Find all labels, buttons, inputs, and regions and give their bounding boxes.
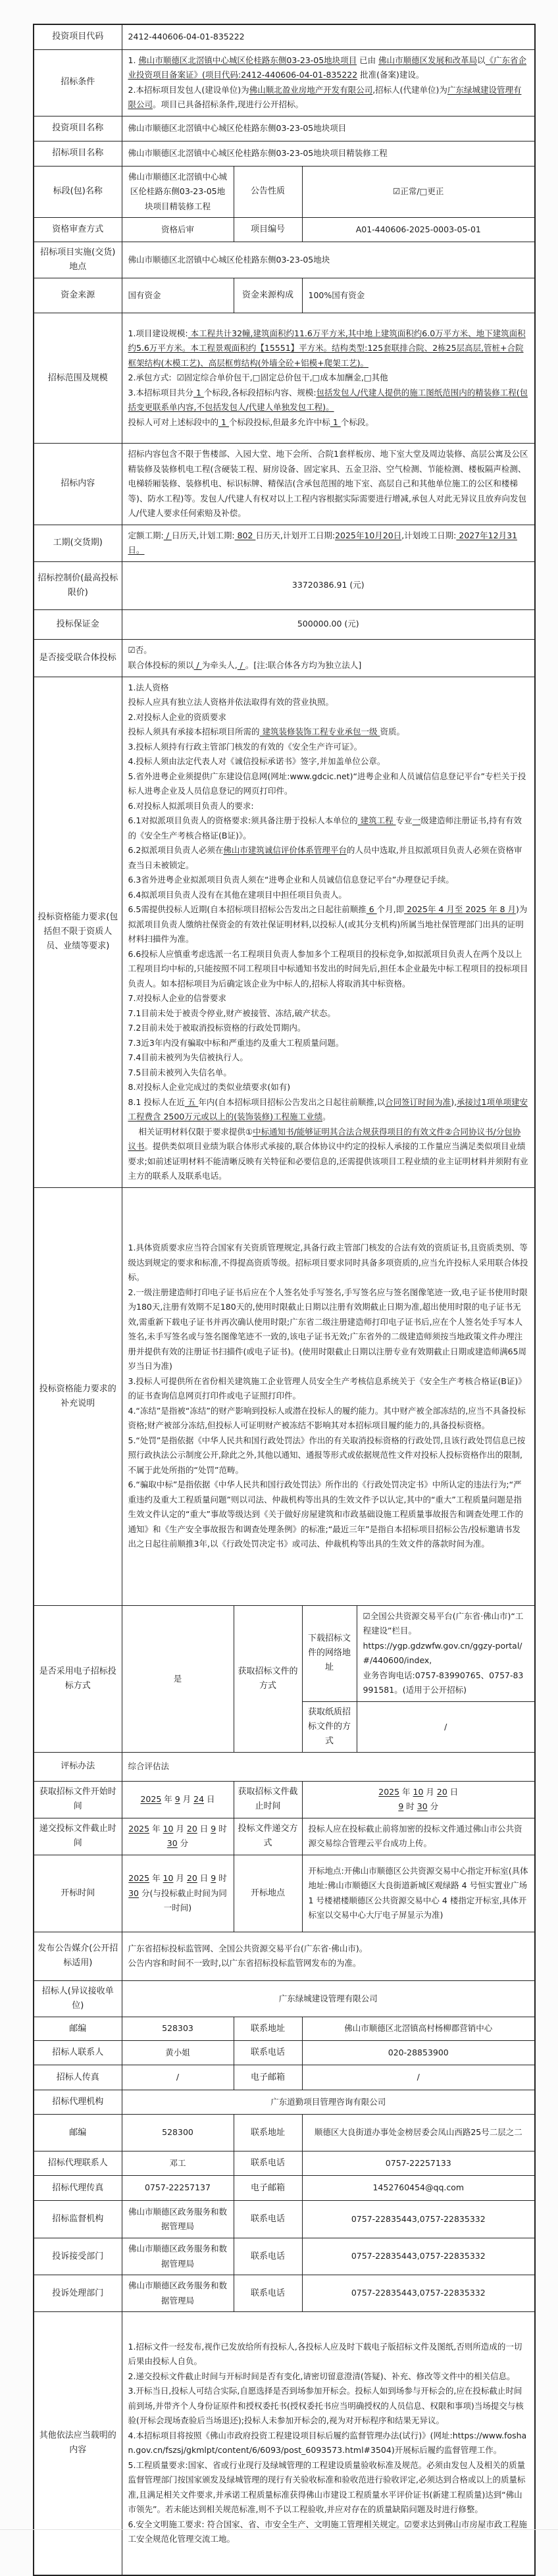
tender-announcement-table: [33, 24, 536, 2576]
value-agency-address: 顺德区大良街道办事处金榜居委会凤山西路25号二层之二: [302, 2115, 535, 2151]
value-project-number: A01-440606-2025-0003-05-01: [302, 218, 535, 242]
value-tender-conditions: 1. 佛山市顺德区北滘镇中心城区伦桂路东侧03-23-05地块项目 已由 佛山市顺德区发展和改革局以《广东省企业投资项目备案证》(项目代码:2412-440606-04-01-835222 批准(备案)建设。 2.本招标项目发包人(建设单位)为佛山顺北盈业房地产开发有限公司,招标人(代建单位)为广东绿城建设管理有限公司。项目已具备招标条件,现进行公开招标。: [122, 49, 535, 116]
label-project-number: 项目编号: [234, 218, 302, 242]
label-consortium: 是否接受联合体投标: [34, 639, 122, 677]
value-agency-email: 1452760454@qq.com: [302, 2176, 535, 2201]
value-announcement-media: 广东省招标投标监管网、全国公共资源交易平台(广东省·佛山市)。 公告内容和时间不一致时,以广东省招标投标监管网发布的为准。: [122, 1932, 535, 1980]
value-download-url: ☑全国公共资源交易平台(广东省·佛山市)“工程建设”栏目。 https://ygp.gdzwfw.gov.cn/ggzy-portal/#/440600/index, 业务咨询电话:0757-83990765、0757-83991581。(适用于公开招标): [357, 1605, 535, 1701]
label-investment-name: 投资项目名称: [34, 116, 122, 141]
value-evaluation-method: 综合评估法: [122, 1752, 535, 1781]
value-submission-method: 投标人应在投标截止前将加密的投标文件通过佛山市公共资源交易综合管理云平台成功上传。: [302, 1818, 535, 1855]
value-agency-fax: 0757-22257137: [122, 2176, 234, 2201]
value-investment-name: 佛山市顺德区北滘镇中心城区伦桂路东侧03-23-05地块项目: [122, 116, 535, 141]
value-qualification-requirements: 1.法人资格 投标人应具有独立法人资格并依法取得有效的营业执照。 2.对投标人企业的资质要求 投标人须具有承接本招标项目所需的 建筑装修装饰工程专业承包一级 资质。 3.投标人须持有行政主管部门核发的有效的《安全生产许可证》。 4.投标人须由法定代表人对《诚信投标承诺书》签字,并加盖单位公章。 5.省外进粤企业须提供广东建设信息网(网址:www.gdcic.net)“进粤企业和人员诚信信息登记平台”专栏关于投标人进粤企业及人员信息登记的网页打印件。 6.对投标人拟派项目负责人的要求: 6.1对拟派项目负责人的资格要求:须具备注册于投标人本单位的 建筑工程 专业一级建造师注册证书,持有有效的《安全生产考核合格证(B证)》。 6.2拟派项目负责人必须在佛山市建筑诚信评价体系管理平台的人员中选取,并且拟派项目负责人必须在资格审查当日未被锁定。 6.3省外进粤企业拟派项目负责人须在“进粤企业和人员诚信信息登记平台”办理登记手续。 6.4拟派项目负责人没有在其他在建项目中担任项目负责人。 6.5需提供投标人近期(自本招标项目招标公告发出之日起往前顺推 6 个月,即 2025年 4 月至 2025 年 8 月)为拟派项目负责人缴纳社保资金的有效社保证明材料,以投标人(或其分支机构)所属当地社保管理部门出具的证明材料扫描件为准。 6.6投标人应慎重考虑选派一名工程项目负责人参加多个工程项目的投标竞争,如拟派项目负责人在两个及以上工程项目均中标的,只能按照不同工程项目中标通知书发出的时间先后,担任本企业最先中标工程项目的投标项目负责人。如本招标项目为后确定该企业为中标人的,招标人将取消其中标资格。 7.对投标人企业的信誉要求 7.1目前未处于被责令停业,财产被接管、冻结,破产状态。 7.2目前未处于被取消投标资格的行政处罚期内。 7.3近3年内没有骗取中标和严重违约及重大工程质量问题。 7.4目前未被列为失信被执行人。 7.5目前未被列入失信名单。 8.对投标人企业完成过的类似业绩要求(如有) 8.1 投标人在近 五 年内(自本招标项目招标公告发出之日起往前顺推,以合同签订时间为准),承接过1项单项建安工程费含 2500万元或以上的(装饰装修)工程施工业绩。 相关证明材料仅限于要求提供①中标通知书/能够证明其合法合规获得项目的有效文件②合同协议书/分包协议书。提供类似项目业绩为联合体形式承接的,联合体协议中约定的投标人承接的工作量应当满足类似项目业绩要求;如前述证明材料不能清晰反映有关特征和必要信息的,还需提供该项目工程业绩的业主证明材料并须附有业主方的联系人及联系电话。: [122, 677, 535, 1187]
value-tenderer-phone: 020-28853900: [302, 2041, 535, 2065]
label-tender-name: 招标项目名称: [34, 141, 122, 166]
label-complaint-accept: 投诉接受部门: [34, 2238, 122, 2275]
label-agency: 招标代理机构: [34, 2090, 122, 2115]
value-opening-time: 2025 年 10 月 20 日 9 时 30 分(与投标截止时间为同一时间): [122, 1855, 234, 1932]
label-opening-place: 开标地点: [234, 1855, 302, 1932]
value-qualification-supplement: 1.具体资质要求应当符合国家有关资质管理规定,具备行政主管部门核发的合法有效的资质证书,且资质类别、等级达到规定的要求和标准,不得提高资质等级。招标项目要求同时具备多项资质的,应当允许投标人采用联合体投标。 2.一级注册建造师打印电子证书后应在个人签名处手写签名,手写签名应与签名图像笔迹一致,电子证书使用时限为180天,注册有效期不足180天的,使用时限截止日期以注册有效期截止日期为准,超出使用时限的电子证书无效,需重新下载电子证书并再次确认使用时限;广东省二级注册建造师打印电子证书后,应在个人签名处手写本人签名,未手写签名或与签名图像笔迹不一致的,该电子证书无效;广东省外的二级建造师须按当地政策文件办理注册并提供有效的注册证书扫描件(或电子证书)。(使用时限截止日期以注册专业有效期截止日期或建造师满65周岁当日为准) 3.投标人可提供所在省份相关建筑施工企业管理人员安全生产考核信息系统关于《安全生产考核合格证(B证)》的证书查询信息网页打印件或电子证照打印件。 4.“冻结”是指被“冻结”的财产影响到投标人或潜在投标人的履约能力。其中财产被全部冻结的,应当不具备投标资格;财产被部分冻结,但投标人可证明财产被冻结不影响其对本招标项目履约能力的,具备投标资格。 5.“处罚”是指依据《中华人民共和国行政处罚法》作出的有关取消投标资格的行政处罚,且该行政处罚信息已按照行政执法公示制度公开,除此之外,其他以通知、通报等形式或依据规范性文件对投标人投标资格作出的限制,不属于此处所指的“处罚”范畴。 6.“骗取中标”是指依据《中华人民共和国行政处罚法》所作出的《行政处罚决定书》中所认定的违法行为;“严重违约及重大工程质量问题”则以司法、仲裁机构等出具的生效文件予以认定,其中的“重大”工程质量问题是指生效文件认定的“重大”事故等级达到《关于做好房屋建筑和市政基础设施工程质量事故报告和调查处理工作的通知》和《生产安全事故报告和调查处理条例》的标准;“最近三年”是指自本招标项目招标公告/投标邀请书发出之日起往前顺推3年,以《行政处罚决定书》或司法、仲裁机构等出具的生效文件的落款时间为准。: [122, 1187, 535, 1605]
value-tender-name: 佛山市顺德区北滘镇中心城区伦桂路东侧03-23-05地块项目精装修工程: [122, 141, 535, 166]
value-electronic-bidding: 是: [122, 1605, 234, 1752]
label-obtain-documents-method: 获取招标文件的方式: [234, 1605, 302, 1752]
label-tenderer-email: 电子邮箱: [234, 2065, 302, 2090]
label-complaint-handle: 投诉处理部门: [34, 2275, 122, 2312]
value-duration: 定额工期: / 日历天,计划工期: 802 日历天,计划开工日期:2025年10月20日,计划竣工日期: 2027年12月31日。: [122, 525, 535, 561]
label-fund-composition: 资金来源构成: [234, 278, 302, 313]
label-tenderer-address: 联系地址: [234, 2017, 302, 2041]
label-qualification-review: 资格审查方式: [34, 218, 122, 242]
value-fund-source: 国有资金: [122, 278, 234, 313]
label-tender-content: 招标内容: [34, 444, 122, 525]
label-notice-nature: 公告性质: [234, 166, 302, 218]
value-obtain-end-time: 2025 年 10 月 20 日 9 时 30 分: [302, 1781, 535, 1818]
value-tenderer-contact: 黄小姐: [122, 2041, 234, 2065]
label-download-url: 下载招标文件的网络地址: [302, 1605, 357, 1701]
value-supervision-phone: 0757-22835443,0757-22835332: [302, 2201, 535, 2238]
value-submission-deadline: 2025 年 10 月 20 日 9 时 30 分: [122, 1818, 234, 1855]
label-qualification-requirements: 投标资格能力要求(包括但不限于资质人员、业绩等要求): [34, 677, 122, 1187]
value-tenderer-address: 佛山市顺德区北滘镇高村杨柳郡营销中心: [302, 2017, 535, 2041]
value-tenderer-email: /: [302, 2065, 535, 2090]
label-complaint-handle-phone: 联系电话: [234, 2275, 302, 2312]
label-agency-email: 电子邮箱: [234, 2176, 302, 2201]
label-tenderer: 招标人(异议接收单位): [34, 1980, 122, 2017]
label-tenderer-postcode: 邮编: [34, 2017, 122, 2041]
label-fund-source: 资金来源: [34, 278, 122, 313]
label-agency-address: 联系地址: [234, 2115, 302, 2151]
label-agency-fax: 招标代理传真: [34, 2176, 122, 2201]
value-qualification-review: 资格后审: [122, 218, 234, 242]
label-duration: 工期(交货期): [34, 525, 122, 561]
value-investment-code: 2412-440606-04-01-835222: [122, 24, 535, 49]
label-obtain-end-time: 获取招标文件截止时间: [234, 1781, 302, 1818]
label-qualification-supplement: 投标资格能力要求的补充说明: [34, 1187, 122, 1605]
label-agency-phone: 联系电话: [234, 2151, 302, 2176]
label-tenderer-phone: 联系电话: [234, 2041, 302, 2065]
label-section-name: 标段(包)名称: [34, 166, 122, 218]
label-obtain-start-time: 获取招标文件开始时间: [34, 1781, 122, 1818]
value-complaint-handle: 佛山市顺德区政务服务和数据管理局: [122, 2275, 234, 2312]
label-control-price: 招标控制价(最高投标限价): [34, 561, 122, 609]
value-tenderer: 广东绿城建设管理有限公司: [122, 1980, 535, 2017]
value-agency-postcode: 528300: [122, 2115, 234, 2151]
value-notice-nature: ☑正常/□更正: [302, 166, 535, 218]
value-control-price: 33720386.91 (元): [122, 561, 535, 609]
value-agency: 广东道勤项目管理咨询有限公司: [122, 2090, 535, 2115]
label-submission-deadline: 递交投标文件截止时间: [34, 1818, 122, 1855]
label-bid-bond: 投标保证金: [34, 609, 122, 639]
label-tenderer-contact: 招标人联系人: [34, 2041, 122, 2065]
value-other-contents: 1.招标文件一经发布,视作已发放给所有投标人,各投标人应及时下载电子版招标文件及图纸,否则所造成的一切后果由投标人自负。 2.递交投标文件截止时间与开标时间是否有变化,请密切留意澄清(答疑)、补充、修改等文件中的相关信息。 3.开标当日,投标人可结合实际,自愿选择是否到场参加开标会。投标人如到场参与开标会的,应在投标截止时间前到场,并带齐个人身份证原件和授权委托书(授权委托书应当明确授权的人员信息、权限和事项)当场提交与核验(开标会现场查验后当场退还);投标人未参加开标会的,视为对开标程序和结果无异议。 4.本招标项目将按照《佛山市政府投资工程建设项目标后履约监督管理办法(试行)》(网址:https://www.foshan.gov.cn/fszsj/gkmlpt/content/6/6093/post_6093573.html#3504)开展标后履约监督管理工作。 5.工程质量要求:国家、省或行业现行及绿城管理的工程建设质量验收标准及规范。必须由发包人及相关的质量监督管理部门按国家颁发及绿城管理的现行有关验收标准和验收范进行验收评定,必须达到合格或以上的质量标准,且满足相关文件要求,并承诺工程质量标准获得佛山市建设工程质量水平评价证书(新建工程质量)达到“佛山市领先”。若未能达到相关规范标准,则不予以工程验收,并应对存在的质量缺陷问题及时进行修整。 6.安全文明施工要求: 符合国家、省、市安全生产、文明施工管理相关规定。☑要求达到佛山市房屋市政工程施工安全规范化管理交流工地。: [122, 2312, 535, 2575]
label-submission-method: 投标文件递交方式: [234, 1818, 302, 1855]
value-tenderer-fax: /: [122, 2065, 234, 2090]
value-complaint-handle-phone: 0757-22835443,0757-22835332: [302, 2275, 535, 2312]
label-tender-conditions: 招标条件: [34, 49, 122, 116]
label-delivery-location: 招标项目实施(交货)地点: [34, 242, 122, 278]
label-supervision-agency: 招标监督机构: [34, 2201, 122, 2238]
value-tenderer-postcode: 528303: [122, 2017, 234, 2041]
label-announcement-media: 发布公告媒介(公开招标适用): [34, 1932, 122, 1980]
value-agency-phone: 0757-22257133: [302, 2151, 535, 2176]
label-tenderer-fax: 招标人传真: [34, 2065, 122, 2090]
label-supervision-phone: 联系电话: [234, 2201, 302, 2238]
label-other-contents: 其他依法应当载明的内容: [34, 2312, 122, 2575]
label-evaluation-method: 评标办法: [34, 1752, 122, 1781]
value-tender-content: 招标内容包含不限于售楼部、入园大堂、地下会所、合院1套样板房、地下室大堂及周边装修、高层公寓及公区精装修及装修机电工程(含硬装工程、厨房设备、固定家具、五金卫浴、空气检测、节能检测、楼板隔声检测、电梯轿厢装修、装修机电、标识标牌、精保洁(含承包范围的地下室、高层自己和其他单位施工的公区和楼梯等)、防水工程)等。发包人/代建人有权对以上工程内容根据实际需要进行增减,承包人对此无异议且放弃向发包人/代建人要求任何索赔及补偿。: [122, 444, 535, 525]
label-tender-scope: 招标范围及规模: [34, 313, 122, 444]
value-delivery-location: 佛山市顺德区北滘镇中心城区伦桂路东侧03-23-05地块: [122, 242, 535, 278]
label-investment-code: 投资项目代码: [34, 24, 122, 49]
value-supervision-agency: 佛山市顺德区政务服务和数据管理局: [122, 2201, 234, 2238]
label-paper-documents: 获取纸质招标文件的方式: [302, 1701, 357, 1752]
value-complaint-accept: 佛山市顺德区政务服务和数据管理局: [122, 2238, 234, 2275]
label-opening-time: 开标时间: [34, 1855, 122, 1932]
value-tender-scope: 1.项目建设规模: 本工程共计32幢,建筑面积约11.6万平方米,其中地上建筑面积约6.0万平方米、地下建筑面积约5.6万平方米。本工程景观面积约【15551】平方米。结构类型:125套联排合院、2栋25层高层,管桩+合院框架结构(木模工艺)、高层框剪结构(外墙全砼+铝模+爬架工艺)。 2.承包方式: ☑固定综合单价包干,□固定总价包干,□成本加酬金,□其他 3.本招标项目共分 1 个标段,各标段招标内容、规模:包括发包人/代建人提供的施工图纸范围内的精装修工程(包括变更联系单内容,不包括发包人/代建人单独发包工程)。 投标人可对上述标段中的 1 个标段投标,但最多允许中标 1 个标段。: [122, 313, 535, 444]
value-agency-contact: 邓工: [122, 2151, 234, 2176]
value-obtain-start-time: 2025 年 9 月 24 日: [122, 1781, 234, 1818]
value-fund-composition: 100%国有资金: [302, 278, 535, 313]
label-agency-postcode: 邮编: [34, 2115, 122, 2151]
value-bid-bond: 500000.00 (元): [122, 609, 535, 639]
footer-divider: [0, 2529, 558, 2530]
value-section-name: 佛山市顺德区北滘镇中心城区伦桂路东侧03-23-05地块项目精装修工程: [122, 166, 234, 218]
value-paper-documents: /: [357, 1701, 535, 1752]
value-opening-place: 开标地点:开佛山市顺德区公共资源交易中心指定开标室(具体地址:佛山市顺德区大良街道新城区观绿路 4 号恒实置业广场 1 号楼裙楼顺德区公共资源交易中心 4 楼指定开标室,具体开标室以交易中心大厅电子屏显示为准): [302, 1855, 535, 1932]
label-agency-contact: 招标代理联系人: [34, 2151, 122, 2176]
label-complaint-accept-phone: 联系电话: [234, 2238, 302, 2275]
value-complaint-accept-phone: 0757-22835443,0757-22835332: [302, 2238, 535, 2275]
value-consortium: ☑否。 联合体投标的须以 / 为牵头人, / 。[注:联合体各方均为独立法人]: [122, 639, 535, 677]
label-electronic-bidding: 是否采用电子招标投标方式: [34, 1605, 122, 1752]
